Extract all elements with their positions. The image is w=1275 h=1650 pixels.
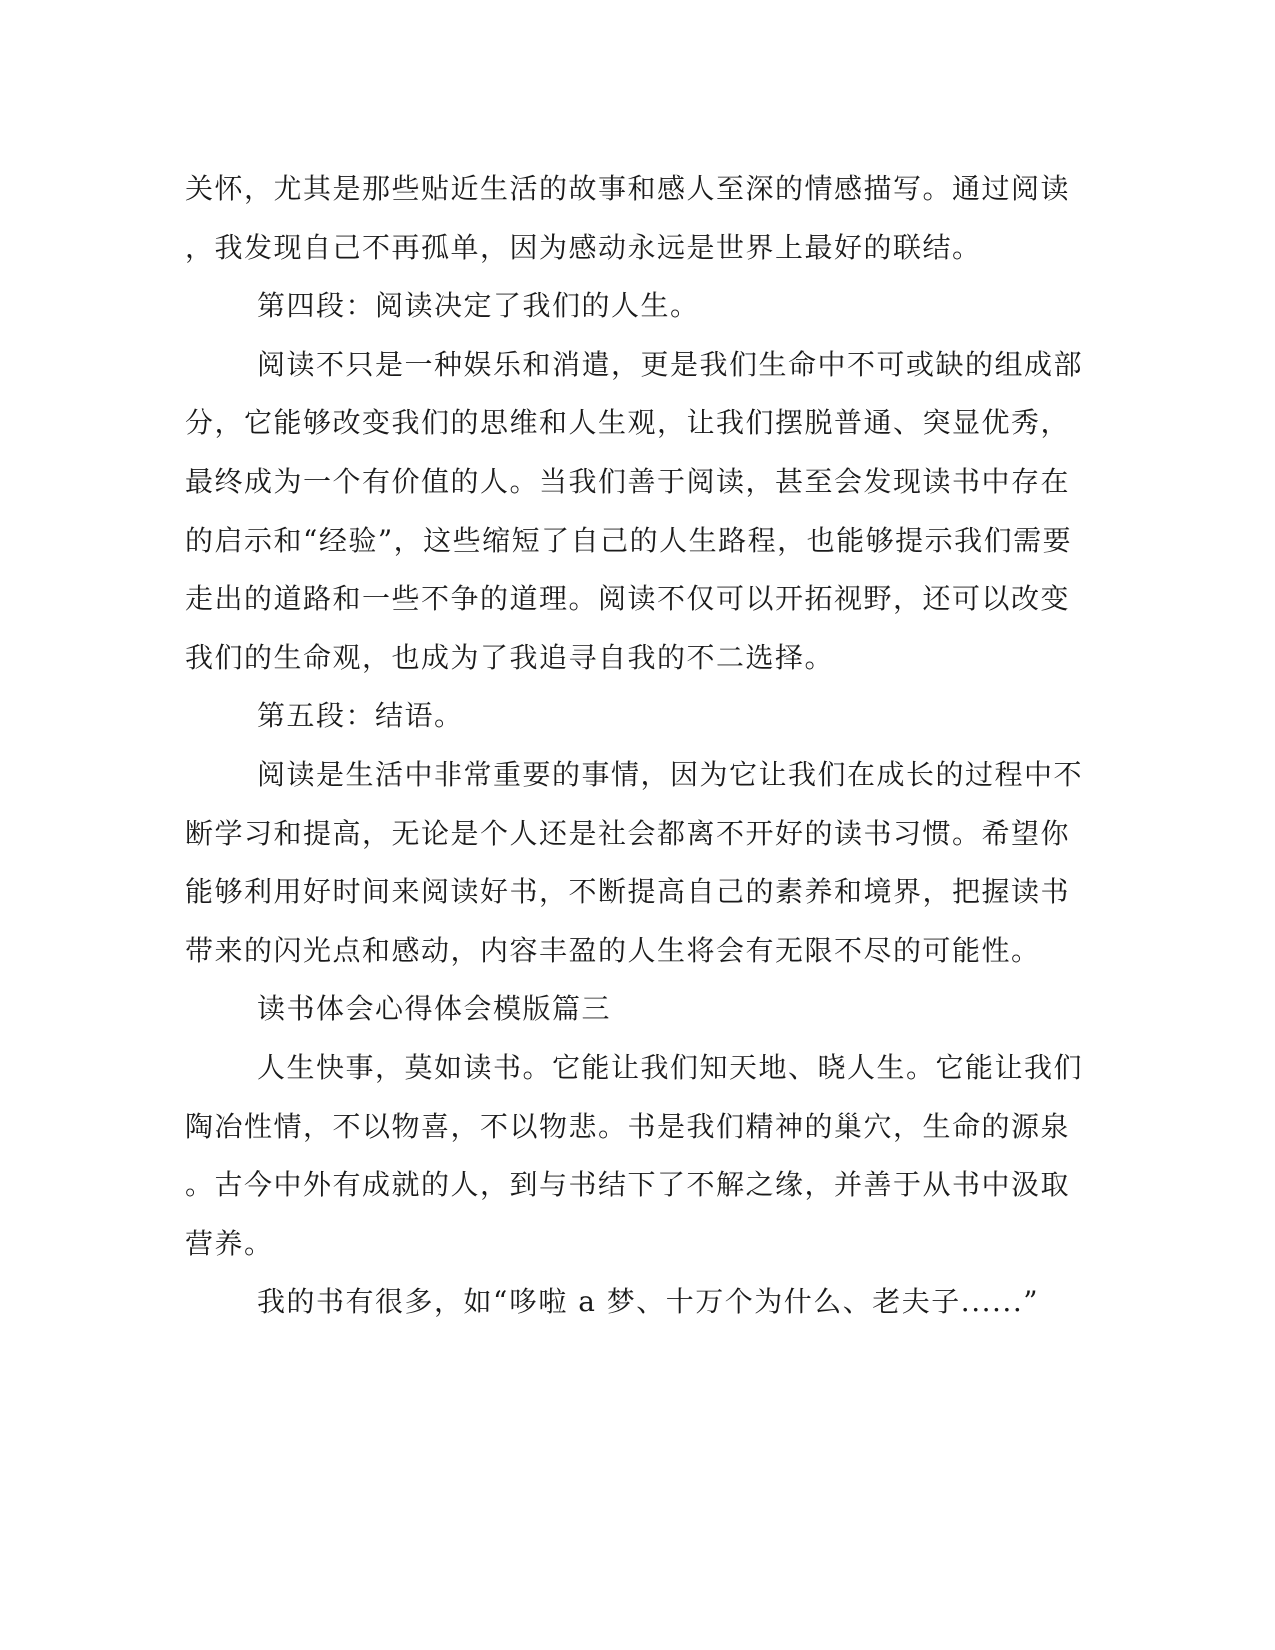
text-line: 最终成为一个有价值的人。当我们善于阅读，甚至会发现读书中存在 bbox=[185, 464, 1071, 498]
text-line: 阅读是生活中非常重要的事情，因为它让我们在成长的过程中不 bbox=[257, 757, 1084, 791]
text-line: 陶冶性情，不以物喜，不以物悲。书是我们精神的巢穴，生命的源泉 bbox=[185, 1109, 1071, 1143]
text-line: 我的书有很多，如“哆啦 a 梦、十万个为什么、老夫子......” bbox=[257, 1285, 1040, 1319]
text-line: 关怀，尤其是那些贴近生活的故事和感人至深的情感描写。通过阅读 bbox=[185, 172, 1071, 205]
document-body bbox=[185, 160, 1084, 1332]
section-heading: 第四段：阅读决定了我们的人生。 bbox=[257, 289, 700, 323]
text-line: 人生快事，莫如读书。它能让我们知天地、晓人生。它能让我们 bbox=[257, 1050, 1084, 1084]
text-line: 的启示和“经验”，这些缩短了自己的人生路程，也能够提示我们需要 bbox=[185, 523, 1073, 557]
text-line: 阅读不只是一种娱乐和消遣，更是我们生命中不可或缺的组成部 bbox=[257, 347, 1084, 381]
text-line: 营养。 bbox=[185, 1226, 274, 1260]
section-heading: 第五段：结语。 bbox=[257, 699, 464, 733]
text-line: 走出的道路和一些不争的道理。阅读不仅可以开拓视野，还可以改变 bbox=[185, 582, 1071, 616]
text-line: ，我发现自己不再孤单，因为感动永远是世界上最好的联结。 bbox=[185, 230, 982, 264]
text-line: 。古今中外有成就的人，到与书结下了不解之缘，并善于从书中汲取 bbox=[185, 1168, 1071, 1202]
text-line: 分，它能够改变我们的思维和人生观，让我们摆脱普通、突显优秀， bbox=[185, 406, 1071, 440]
text-line: 能够利用好时间来阅读好书，不断提高自己的素养和境界，把握读书 bbox=[185, 875, 1071, 909]
section-heading: 读书体会心得体会模版篇三 bbox=[257, 992, 612, 1026]
text-line: 带来的闪光点和感动，内容丰盈的人生将会有无限不尽的可能性。 bbox=[185, 933, 1041, 967]
text-line: 断学习和提高，无论是个人还是社会都离不开好的读书习惯。希望你 bbox=[185, 816, 1071, 850]
text-line: 我们的生命观，也成为了我追寻自我的不二选择。 bbox=[185, 640, 835, 674]
